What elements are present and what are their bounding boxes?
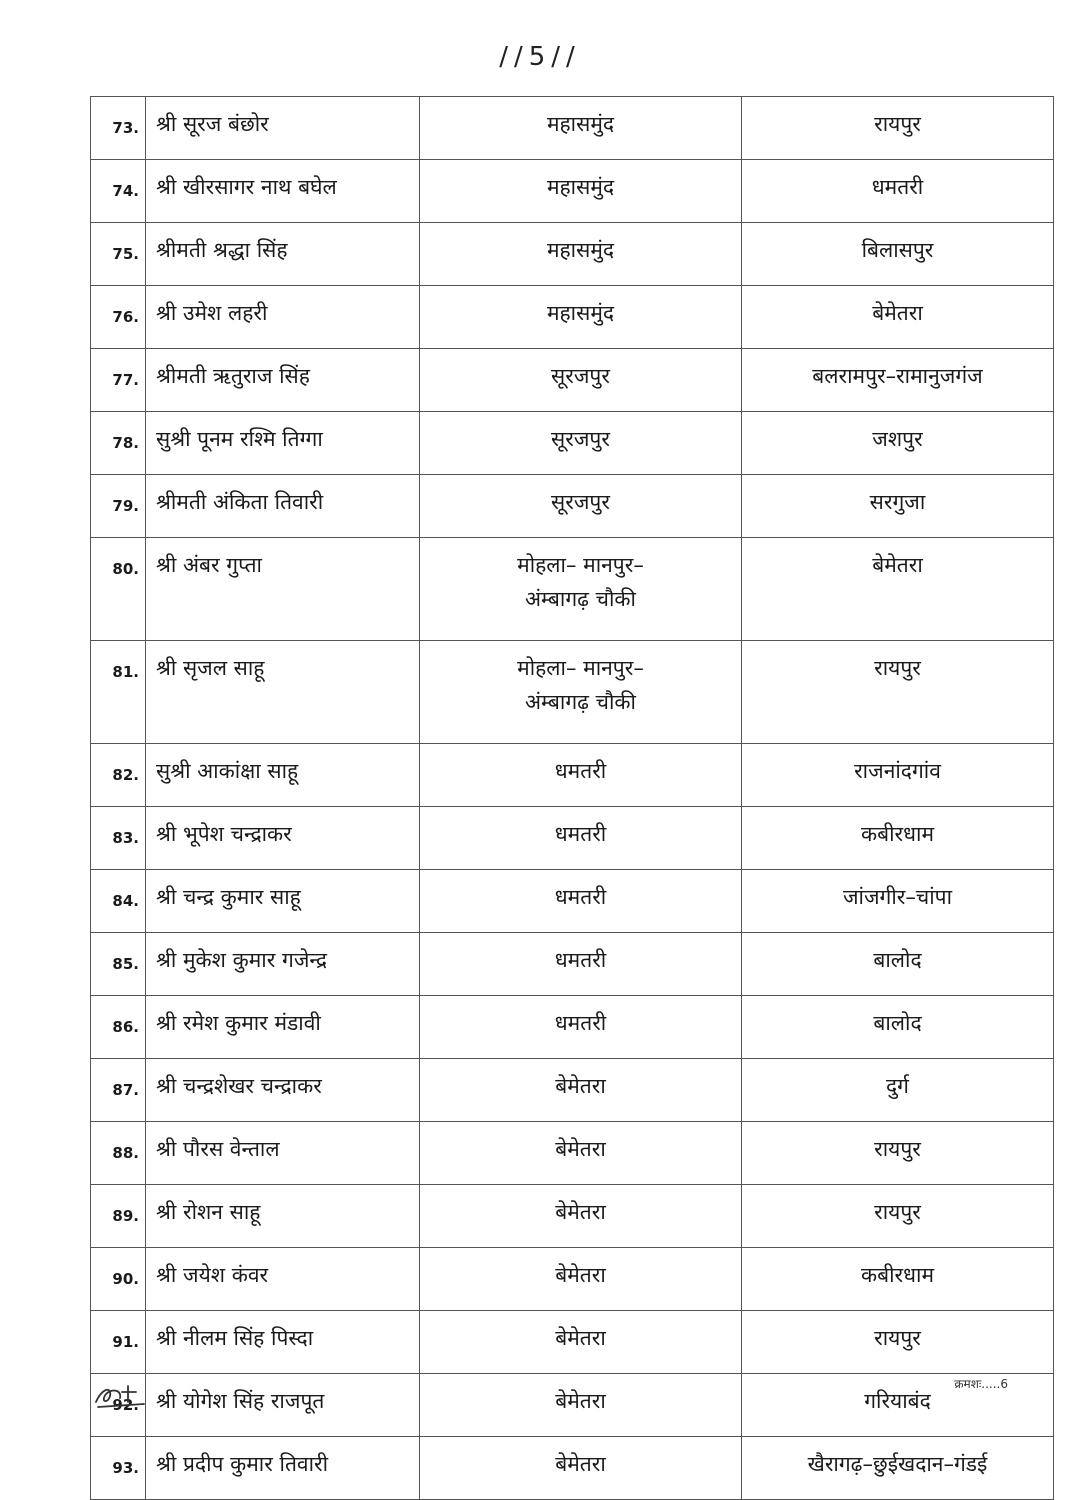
table-row	[91, 1374, 1054, 1437]
current-district	[420, 538, 742, 641]
serial-number: 89.	[91, 1185, 146, 1248]
table-row	[91, 160, 1054, 223]
table-row	[91, 349, 1054, 412]
employee-name: श्री चन्द्रशेखर चन्द्राकर	[146, 1059, 420, 1122]
table-row	[91, 97, 1054, 160]
employee-name: श्रीमती श्रद्धा सिंह	[146, 223, 420, 286]
current-district: सूरजपुर	[420, 349, 742, 412]
serial-number: 81.	[91, 641, 146, 744]
employee-name: श्री नीलम सिंह पिस्दा	[146, 1311, 420, 1374]
table-row	[91, 1248, 1054, 1311]
current-district: धमतरी	[420, 870, 742, 933]
employee-name: श्री सृजल साहू	[146, 641, 420, 744]
employee-name: श्री भूपेश चन्द्राकर	[146, 807, 420, 870]
posted-district: रायपुर	[742, 97, 1054, 160]
current-district: सूरजपुर	[420, 412, 742, 475]
page-number: //5//	[499, 42, 581, 72]
posted-district: रायपुर	[742, 1122, 1054, 1185]
posted-district: दुर्ग	[742, 1059, 1054, 1122]
table-row	[91, 744, 1054, 807]
table-row	[91, 996, 1054, 1059]
employee-name: सुश्री पूनम रश्मि तिग्गा	[146, 412, 420, 475]
serial-number: 93.	[91, 1437, 146, 1500]
serial-number: 86.	[91, 996, 146, 1059]
current-district: महासमुंद	[420, 97, 742, 160]
current-district: बेमेतरा	[420, 1059, 742, 1122]
table-row	[91, 1437, 1054, 1500]
current-district: महासमुंद	[420, 160, 742, 223]
posted-district: सरगुजा	[742, 475, 1054, 538]
serial-number: 80.	[91, 538, 146, 641]
posted-district: रायपुर	[742, 641, 1054, 744]
posted-district: बलरामपुर–रामानुजगंज	[742, 349, 1054, 412]
table-row	[91, 412, 1054, 475]
current-district: धमतरी	[420, 744, 742, 807]
posted-district: बालोद	[742, 996, 1054, 1059]
serial-number: 87.	[91, 1059, 146, 1122]
serial-number: 74.	[91, 160, 146, 223]
employee-name: सुश्री आकांक्षा साहू	[146, 744, 420, 807]
table-row	[91, 933, 1054, 996]
posted-district: बिलासपुर	[742, 223, 1054, 286]
posted-district: बालोद	[742, 933, 1054, 996]
serial-number: 76.	[91, 286, 146, 349]
employee-name: श्री चन्द्र कुमार साहू	[146, 870, 420, 933]
current-district: सूरजपुर	[420, 475, 742, 538]
serial-number: 79.	[91, 475, 146, 538]
posted-district: रायपुर	[742, 1311, 1054, 1374]
serial-number: 84.	[91, 870, 146, 933]
district-line-2: अंम्बागढ़ चौकी	[525, 587, 636, 611]
employee-name: श्री खीरसागर नाथ बघेल	[146, 160, 420, 223]
posted-district: कबीरधाम	[742, 1248, 1054, 1311]
serial-number: 82.	[91, 744, 146, 807]
signature-mark	[92, 1380, 148, 1410]
current-district: धमतरी	[420, 996, 742, 1059]
table-row	[91, 223, 1054, 286]
current-district: बेमेतरा	[420, 1248, 742, 1311]
current-district: बेमेतरा	[420, 1311, 742, 1374]
current-district: बेमेतरा	[420, 1374, 742, 1437]
employee-name: श्री रमेश कुमार मंडावी	[146, 996, 420, 1059]
current-district	[420, 641, 742, 744]
employee-name: श्री योगेश सिंह राजपूत	[146, 1374, 420, 1437]
posted-district: जशपुर	[742, 412, 1054, 475]
current-district: धमतरी	[420, 933, 742, 996]
table-row	[91, 870, 1054, 933]
employee-name: श्री पौरस वेन्ताल	[146, 1122, 420, 1185]
current-district: बेमेतरा	[420, 1185, 742, 1248]
serial-number: 90.	[91, 1248, 146, 1311]
posted-district: खैरागढ़–छुईखदान–गंडई	[742, 1437, 1054, 1500]
table-row	[91, 1185, 1054, 1248]
transfer-table	[90, 96, 1054, 1500]
table-row	[91, 475, 1054, 538]
table-row	[91, 538, 1054, 641]
employee-name: श्रीमती ऋतुराज सिंह	[146, 349, 420, 412]
current-district: बेमेतरा	[420, 1122, 742, 1185]
employee-name: श्री मुकेश कुमार गजेन्द्र	[146, 933, 420, 996]
employee-name: श्री प्रदीप कुमार तिवारी	[146, 1437, 420, 1500]
current-district: धमतरी	[420, 807, 742, 870]
employee-name: श्री अंबर गुप्ता	[146, 538, 420, 641]
district-line-1: मोहला– मानपुर–	[517, 553, 644, 577]
employee-name: श्रीमती अंकिता तिवारी	[146, 475, 420, 538]
current-district: महासमुंद	[420, 223, 742, 286]
employee-name: श्री रोशन साहू	[146, 1185, 420, 1248]
posted-district: गरियाबंद	[742, 1374, 1054, 1437]
serial-number: 91.	[91, 1311, 146, 1374]
table-row	[91, 286, 1054, 349]
serial-number: 83.	[91, 807, 146, 870]
employee-name: श्री जयेश कंवर	[146, 1248, 420, 1311]
continued-note: क्रमशः.....6	[954, 1377, 1008, 1391]
table-row	[91, 1059, 1054, 1122]
serial-number: 73.	[91, 97, 146, 160]
posted-district: राजनांदगांव	[742, 744, 1054, 807]
employee-name: श्री उमेश लहरी	[146, 286, 420, 349]
posted-district: जांजगीर–चांपा	[742, 870, 1054, 933]
current-district: बेमेतरा	[420, 1437, 742, 1500]
table-row	[91, 641, 1054, 744]
serial-number: 77.	[91, 349, 146, 412]
posted-district: बेमेतरा	[742, 286, 1054, 349]
serial-number: 85.	[91, 933, 146, 996]
serial-number: 75.	[91, 223, 146, 286]
serial-number: 78.	[91, 412, 146, 475]
serial-number: 88.	[91, 1122, 146, 1185]
district-line-2: अंम्बागढ़ चौकी	[525, 690, 636, 714]
posted-district: धमतरी	[742, 160, 1054, 223]
current-district: महासमुंद	[420, 286, 742, 349]
table-row	[91, 1122, 1054, 1185]
district-line-1: मोहला– मानपुर–	[517, 656, 644, 680]
employee-name: श्री सूरज बंछोर	[146, 97, 420, 160]
posted-district: बेमेतरा	[742, 538, 1054, 641]
table-row	[91, 1311, 1054, 1374]
table-row	[91, 807, 1054, 870]
serial-number: 92.	[91, 1374, 146, 1437]
posted-district: रायपुर	[742, 1185, 1054, 1248]
posted-district: कबीरधाम	[742, 807, 1054, 870]
